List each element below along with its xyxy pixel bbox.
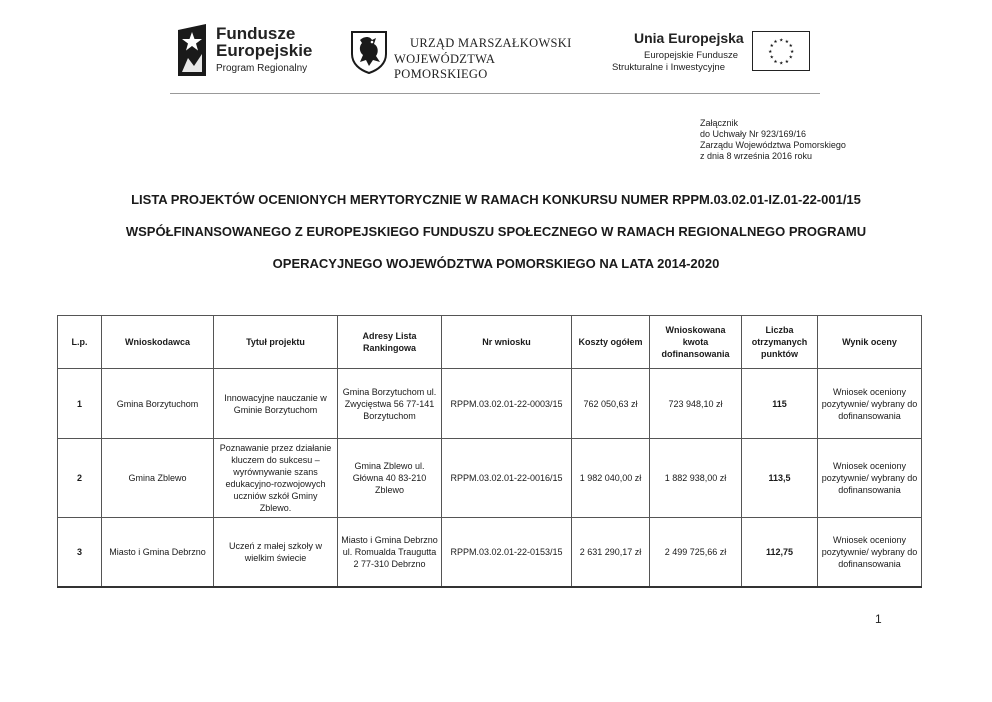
svg-text:★: ★	[788, 55, 793, 61]
cell-application-number: RPPM.03.02.01-22-0016/15	[442, 439, 572, 518]
cell-points: 113,5	[742, 439, 818, 518]
cell-applicant: Miasto i Gmina Debrzno	[102, 518, 214, 588]
fe-star-flag-icon	[176, 22, 208, 78]
cell-project-title: Uczeń z małej szkoły w wielkim świecie	[214, 518, 338, 588]
um-line2: WOJEWÓDZTWA POMORSKIEGO	[394, 52, 495, 81]
fe-subtitle: Program Regionalny	[216, 63, 308, 74]
annex-line: Zarządu Województwa Pomorskiego	[700, 140, 846, 150]
cell-lp: 2	[58, 439, 102, 518]
header-applicant: Wnioskodawca	[102, 316, 214, 369]
table-header-row	[58, 316, 922, 369]
cell-application-number: RPPM.03.02.01-22-0003/15	[442, 369, 572, 439]
fe-line2: Europejskie	[216, 41, 313, 60]
cell-applicant: Gmina Borzytuchom	[102, 369, 214, 439]
fe-line1: Fundusze	[216, 24, 296, 43]
ue-title: Unia Europejska	[634, 30, 744, 46]
cell-points: 115	[742, 369, 818, 439]
fundusze-europejskie-logo	[176, 22, 326, 80]
svg-text:★: ★	[790, 49, 795, 55]
unia-europejska-logo	[612, 28, 822, 78]
header-points: Liczba otrzymanych punktów	[742, 316, 818, 369]
svg-text:★: ★	[779, 61, 784, 67]
ue-sub2: Strukturalne i Inwestycyjne	[612, 62, 725, 73]
annex-line: do Uchwały Nr 923/169/16	[700, 129, 807, 139]
cell-requested-amount: 723 948,10 zł	[650, 369, 742, 439]
cell-lp: 3	[58, 518, 102, 588]
document-title-line-3: OPERACYJNEGO WOJEWÓDZTWA POMORSKIEGO NA LATA 2014-2020	[272, 256, 720, 271]
cell-lp: 1	[58, 369, 102, 439]
table-row	[58, 439, 922, 518]
header-divider	[170, 93, 820, 94]
document-title-line-2: WSPÓŁFINANSOWANEGO Z EUROPEJSKIEGO FUNDUSZU SPOŁECZNEGO W RAMACH REGIONALNEGO PROGRAMU	[125, 224, 867, 239]
urzad-marszalkowski-logo	[348, 30, 588, 81]
header-result: Wynik oceny	[818, 316, 922, 369]
cell-project-title: Innowacyjne nauczanie w Gminie Borzytuchom	[214, 369, 338, 439]
ue-sub1: Europejskie Fundusze	[644, 50, 738, 61]
svg-text:★: ★	[769, 55, 774, 61]
cell-result: Wniosek oceniony pozytywnie/ wybrany do dofinansowania	[818, 439, 922, 518]
header-requested-amount: Wnioskowana kwota dofinansowania	[650, 316, 742, 369]
header-application-number: Nr wniosku	[442, 316, 572, 369]
cell-requested-amount: 2 499 725,66 zł	[650, 518, 742, 588]
cell-total-cost: 1 982 040,00 zł	[572, 439, 650, 518]
cell-project-title: Poznawanie przez działanie kluczem do sukcesu – wyrównywanie szans edukacyjno-rozwojowych uczniów szkół Gminy Zblewo.	[214, 439, 338, 518]
header-project-title: Tytuł projektu	[214, 316, 338, 369]
cell-result: Wniosek oceniony pozytywnie/ wybrany do dofinansowania	[818, 518, 922, 588]
ranking-table	[57, 315, 922, 588]
svg-text:★: ★	[773, 39, 778, 45]
cell-application-number: RPPM.03.02.01-22-0153/15	[442, 518, 572, 588]
cell-points: 112,75	[742, 518, 818, 588]
svg-text:★: ★	[788, 44, 793, 50]
svg-text:★: ★	[768, 49, 773, 55]
table-row	[58, 369, 922, 439]
annex-line: Załącznik	[700, 118, 739, 128]
cell-total-cost: 2 631 290,17 zł	[572, 518, 650, 588]
svg-text:★: ★	[773, 59, 778, 65]
header-address: Adresy Lista Rankingowa	[338, 316, 442, 369]
cell-result: Wniosek oceniony pozytywnie/ wybrany do dofinansowania	[818, 369, 922, 439]
table-row	[58, 518, 922, 588]
document-title-line-1: LISTA PROJEKTÓW OCENIONYCH MERYTORYCZNIE W RAMACH KONKURSU NUMER RPPM.03.02.01-IZ.01-22-001/15	[131, 192, 861, 207]
cell-requested-amount: 1 882 938,00 zł	[650, 439, 742, 518]
svg-text:★: ★	[769, 44, 774, 50]
cell-address: Miasto i Gmina Debrzno ul. Romualda Traugutta 2 77-310 Debrzno	[338, 518, 442, 588]
fe-title	[216, 25, 312, 59]
annex-note	[700, 118, 846, 162]
svg-text:★: ★	[779, 38, 784, 44]
page-number: 1	[875, 612, 882, 626]
cell-address: Gmina Borzytuchom ul. Zwycięstwa 56 77-141 Borzytuchom	[338, 369, 442, 439]
eu-flag-icon	[752, 31, 810, 71]
annex-line: z dnia 8 września 2016 roku	[700, 151, 813, 161]
cell-total-cost: 762 050,63 zł	[572, 369, 650, 439]
header-total-cost: Koszty ogółem	[572, 316, 650, 369]
cell-applicant: Gmina Zblewo	[102, 439, 214, 518]
um-line1: URZĄD MARSZAŁKOWSKI	[410, 36, 572, 50]
header-lp: L.p.	[58, 316, 102, 369]
svg-text:★: ★	[784, 59, 790, 65]
svg-text:★: ★	[784, 39, 790, 45]
griffin-crest-icon	[348, 30, 390, 74]
cell-address: Gmina Zblewo ul. Główna 40 83-210 Zblewo	[338, 439, 442, 518]
